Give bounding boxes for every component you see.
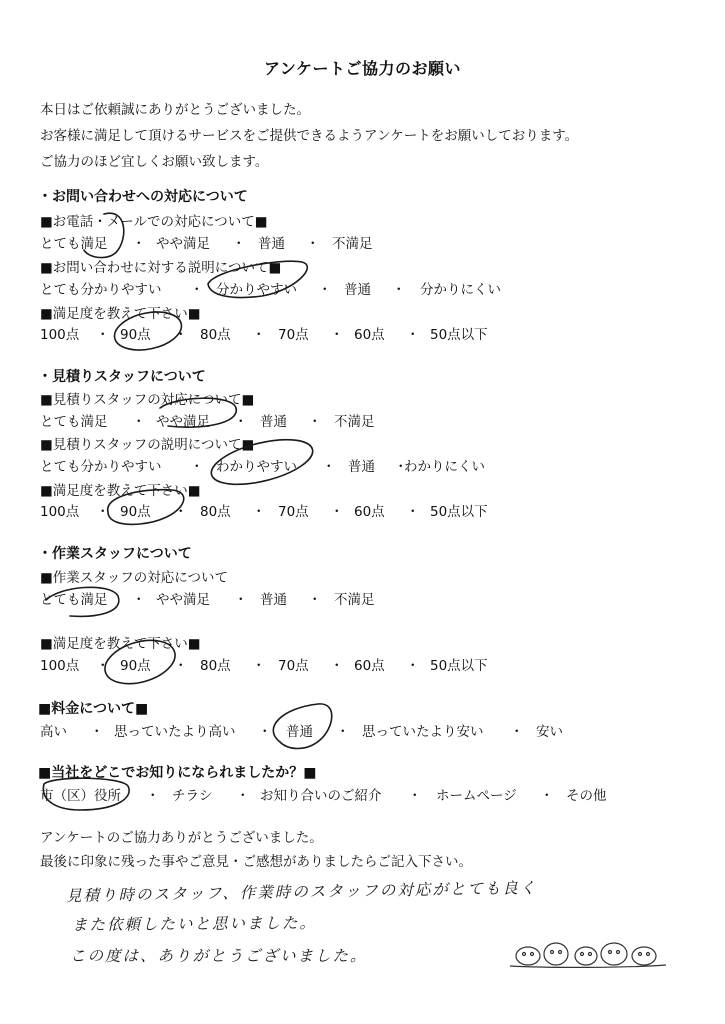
closing-line: 最後に印象に残った事やご意見・ご感想がありましたらご記入下さい。 [40, 854, 472, 870]
intro-line: 本日はご依頼誠にありがとうございました。 [40, 102, 310, 118]
option-score-80[interactable]: 80点 [200, 327, 231, 343]
intro-line: お客様に満足して頂けるサービスをご提供できるようアンケートをお願いしております。 [40, 128, 579, 144]
question-inquiry-contact: ■お電話・メールでの対応について■ [40, 214, 268, 230]
separator: ・ [306, 236, 320, 252]
separator: ・ [132, 414, 146, 430]
separator: ・ [330, 327, 344, 343]
separator: ・ [406, 658, 420, 674]
handwritten-comment-line: この度は、ありがとうございました。 [70, 947, 368, 965]
closing-line: アンケートのご協力ありがとうございました。 [40, 830, 323, 846]
separator: ・ [132, 592, 146, 608]
option-homepage[interactable]: ホームページ [436, 788, 517, 804]
section-heading-work: ・作業スタッフについて [38, 546, 192, 562]
separator: ・ [408, 788, 422, 804]
character-doodle-icon [508, 938, 668, 970]
separator: ・ [406, 504, 420, 520]
separator: ・ [252, 327, 266, 343]
handwritten-comment-line: また依頼したいと思いました。 [71, 913, 318, 935]
separator: ・ [330, 504, 344, 520]
separator: ・ [336, 724, 350, 740]
question-estimate-score: ■満足度を教えて下さい■ [40, 483, 201, 499]
option-score-50-or-less[interactable]: 50点以下 [430, 658, 488, 674]
separator: ・ [318, 282, 332, 298]
separator: ・ [330, 658, 344, 674]
separator: ・ [252, 504, 266, 520]
option-normal[interactable]: 普通 [260, 592, 287, 608]
option-score-90[interactable]: 90点 [120, 327, 151, 343]
option-more-expensive-than-expected[interactable]: 思っていたより高い [114, 724, 236, 740]
option-somewhat-satisfied[interactable]: やや満足 [156, 236, 210, 252]
option-cheaper-than-expected[interactable]: 思っていたより安い [362, 724, 484, 740]
option-clear[interactable]: 分かりやすい [216, 282, 297, 298]
question-inquiry-score: ■満足度を教えて下さい■ [40, 306, 201, 322]
separator: ・ [236, 788, 250, 804]
option-expensive[interactable]: 高い [40, 724, 67, 740]
separator: ・ [132, 236, 146, 252]
option-very-satisfied[interactable]: とても満足 [40, 592, 108, 608]
section-heading-price: ■料金について■ [38, 701, 149, 717]
separator: ・ [322, 459, 336, 475]
option-score-50-or-less[interactable]: 50点以下 [430, 327, 488, 343]
separator: ・ [190, 282, 204, 298]
option-score-70[interactable]: 70点 [278, 327, 309, 343]
question-estimate-explanation: ■見積りスタッフの説明について■ [40, 437, 255, 453]
separator: ・ [252, 658, 266, 674]
option-clear[interactable]: わかりやすい [216, 459, 297, 475]
option-score-90[interactable]: 90点 [120, 504, 151, 520]
option-score-80[interactable]: 80点 [200, 504, 231, 520]
question-work-response: ■作業スタッフの対応について [40, 570, 228, 586]
option-score-60[interactable]: 60点 [354, 504, 385, 520]
question-work-score: ■満足度を教えて下さい■ [40, 636, 201, 652]
option-score-60[interactable]: 60点 [354, 658, 385, 674]
option-score-100[interactable]: 100点 [40, 658, 80, 674]
option-city-office[interactable]: 市（区）役所 [40, 788, 121, 804]
option-score-70[interactable]: 70点 [278, 658, 309, 674]
separator: ・ [394, 459, 408, 475]
option-dissatisfied[interactable]: 不満足 [334, 414, 375, 430]
option-normal[interactable]: 普通 [258, 236, 285, 252]
option-cheap[interactable]: 安い [536, 724, 563, 740]
separator: ・ [174, 658, 188, 674]
option-very-satisfied[interactable]: とても満足 [40, 414, 108, 430]
section-heading-source: ■当社をどこでお知りになられましたか？■ [38, 765, 317, 781]
option-dissatisfied[interactable]: 不満足 [334, 592, 375, 608]
separator: ・ [96, 327, 110, 343]
option-normal[interactable]: 普通 [260, 414, 287, 430]
separator: ・ [146, 788, 160, 804]
option-score-80[interactable]: 80点 [200, 658, 231, 674]
option-normal[interactable]: 普通 [348, 459, 375, 475]
separator: ・ [190, 459, 204, 475]
handwritten-comment-line: 見積り時のスタッフ、作業時のスタッフの対応がとても良く [65, 878, 538, 906]
option-somewhat-satisfied[interactable]: やや満足 [156, 414, 210, 430]
question-estimate-response: ■見積りスタッフの対応について■ [40, 392, 255, 408]
option-very-clear[interactable]: とても分かりやすい [40, 282, 162, 298]
option-score-100[interactable]: 100点 [40, 327, 80, 343]
option-unclear[interactable]: 分かりにくい [420, 282, 501, 298]
option-very-clear[interactable]: とても分かりやすい [40, 459, 162, 475]
option-referral[interactable]: お知り合いのご紹介 [260, 788, 382, 804]
option-very-satisfied[interactable]: とても満足 [40, 236, 108, 252]
separator: ・ [234, 592, 248, 608]
separator: ・ [510, 724, 524, 740]
separator: ・ [174, 504, 188, 520]
separator: ・ [540, 788, 554, 804]
separator: ・ [258, 724, 272, 740]
option-unclear[interactable]: わかりにくい [404, 459, 485, 475]
option-normal[interactable]: 普通 [286, 724, 313, 740]
option-score-50-or-less[interactable]: 50点以下 [430, 504, 488, 520]
separator: ・ [406, 327, 420, 343]
intro-line: ご協力のほど宜しくお願い致します。 [40, 154, 269, 170]
section-heading-estimate: ・見積りスタッフについて [38, 369, 206, 385]
option-flyer[interactable]: チラシ [172, 788, 213, 804]
separator: ・ [96, 504, 110, 520]
separator: ・ [308, 414, 322, 430]
separator: ・ [174, 327, 188, 343]
option-somewhat-satisfied[interactable]: やや満足 [156, 592, 210, 608]
separator: ・ [232, 236, 246, 252]
separator: ・ [96, 658, 110, 674]
option-score-70[interactable]: 70点 [278, 504, 309, 520]
option-other[interactable]: その他 [566, 788, 607, 804]
separator: ・ [392, 282, 406, 298]
separator: ・ [308, 592, 322, 608]
page-title: アンケートご協力のお願い [263, 59, 462, 78]
option-dissatisfied[interactable]: 不満足 [332, 236, 373, 252]
option-score-100[interactable]: 100点 [40, 504, 80, 520]
option-score-60[interactable]: 60点 [354, 327, 385, 343]
option-normal[interactable]: 普通 [344, 282, 371, 298]
separator: ・ [234, 414, 248, 430]
section-heading-inquiry: ・お問い合わせへの対応について [38, 189, 248, 205]
option-score-90[interactable]: 90点 [120, 658, 151, 674]
question-inquiry-explanation: ■お問い合わせに対する説明について■ [40, 260, 282, 276]
separator: ・ [90, 724, 104, 740]
